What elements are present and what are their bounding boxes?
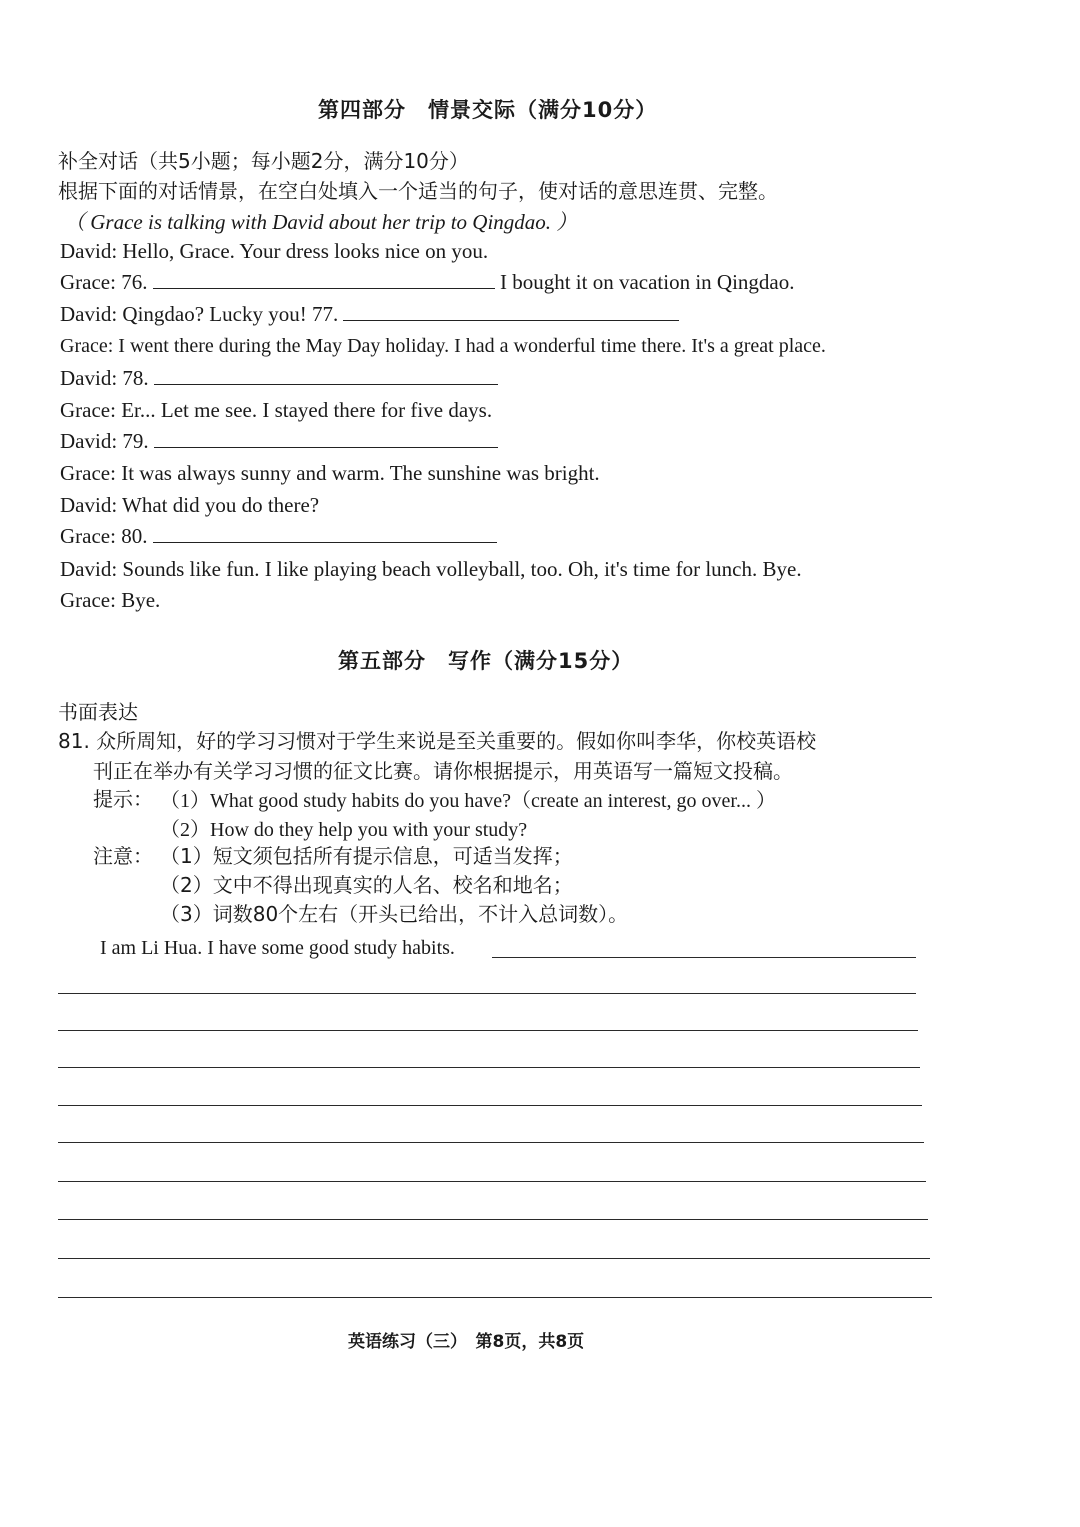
dialogue-line: [60, 270, 795, 295]
line-text: Qingdao? Lucky you! 77.: [122, 302, 339, 326]
hint-2: （2）How do they help you with your study?: [160, 819, 528, 841]
speaker: Grace:: [60, 461, 116, 485]
writing-line[interactable]: [58, 1219, 928, 1220]
answer-blank-77[interactable]: [343, 302, 679, 321]
writing-line[interactable]: [58, 1030, 918, 1031]
line-text: I bought it on vacation in Qingdao.: [499, 270, 795, 294]
speaker: David:: [60, 557, 118, 581]
writing-line[interactable]: [58, 1067, 920, 1068]
dialogue-line: [60, 524, 497, 549]
speaker: Grace:: [60, 524, 116, 548]
hint-1: （1）What good study habits do you have?（create an interest, go over... ）: [160, 790, 776, 812]
dialogue-line: [60, 302, 679, 327]
note-label: 注意：: [93, 844, 153, 868]
line-text: Er... Let me see. I stayed there for five days.: [121, 398, 493, 422]
answer-blank-79[interactable]: [154, 429, 498, 448]
line-text: Hello, Grace. Your dress looks nice on you.: [122, 239, 489, 263]
part5-title: 第五部分 写作（满分15分）: [338, 649, 634, 673]
speaker: Grace:: [60, 588, 116, 612]
speaker: David:: [60, 429, 118, 453]
speaker: Grace:: [60, 270, 116, 294]
line-text: Sounds like fun. I like playing beach volleyball, too. Oh, it's time for lunch. Bye.: [122, 557, 802, 581]
speaker: David:: [60, 366, 118, 390]
speaker: Grace:: [60, 398, 116, 422]
writing-line[interactable]: [492, 957, 916, 958]
dialogue-line: [60, 429, 498, 454]
writing-line[interactable]: [58, 1105, 922, 1106]
line-text: Bye.: [121, 588, 161, 612]
essay-opening: I am Li Hua. I have some good study habits.: [100, 937, 455, 959]
answer-blank-76[interactable]: [153, 270, 495, 289]
dialogue-line: [60, 398, 492, 423]
speaker: Grace:: [60, 335, 114, 357]
speaker: David:: [60, 302, 118, 326]
note-1: （1）短文须包括所有提示信息，可适当发挥；: [160, 844, 573, 868]
line-text: I went there during the May Day holiday. I had a wonderful time there. It's a great place.: [118, 335, 826, 357]
writing-line[interactable]: [58, 1142, 924, 1143]
q81-text-line1: 81. 众所周知，好的学习习惯对于学生来说是至关重要的。假如你叫李华，你校英语校: [58, 729, 817, 753]
writing-line[interactable]: [58, 1258, 930, 1259]
dialogue-context: （ Grace is talking with David about her trip to Qingdao. ）: [64, 210, 578, 234]
dialogue-line: [60, 366, 498, 391]
part4-instruction: 根据下面的对话情景，在空白处填入一个适当的句子，使对话的意思连贯、完整。: [58, 179, 778, 203]
part5-subtitle: 书面表达: [58, 700, 138, 724]
speaker: David:: [60, 493, 118, 517]
answer-blank-80[interactable]: [153, 524, 497, 543]
note-2: （2）文中不得出现真实的人名、校名和地名；: [160, 873, 573, 897]
question-number: 78.: [122, 366, 149, 390]
writing-line[interactable]: [58, 1297, 932, 1298]
page-footer: 英语练习（三） 第8页，共8页: [348, 1332, 585, 1352]
dialogue-line: [60, 493, 319, 518]
answer-blank-78[interactable]: [154, 366, 498, 385]
part4-subtitle: 补全对话（共5小题；每小题2分，满分10分）: [58, 149, 469, 173]
hint-label: 提示：: [93, 787, 153, 811]
writing-line[interactable]: [58, 993, 916, 994]
line-text: What did you do there?: [122, 493, 320, 517]
dialogue-line: [60, 461, 600, 486]
line-text: It was always sunny and warm. The sunshine was bright.: [121, 461, 600, 485]
dialogue-line: [60, 557, 802, 582]
q81-text-line2: 刊正在举办有关学习习惯的征文比赛。请你根据提示，用英语写一篇短文投稿。: [93, 759, 793, 783]
dialogue-line: [60, 335, 826, 358]
part4-title: 第四部分 情景交际（满分10分）: [318, 98, 658, 122]
question-number: 80.: [121, 524, 148, 548]
speaker: David:: [60, 239, 118, 263]
dialogue-line: [60, 239, 488, 264]
writing-line[interactable]: [58, 1181, 926, 1182]
note-3: （3）词数80个左右（开头已给出，不计入总词数）。: [160, 902, 629, 926]
dialogue-line: [60, 588, 160, 613]
question-number: 76.: [121, 270, 148, 294]
question-number: 79.: [122, 429, 149, 453]
